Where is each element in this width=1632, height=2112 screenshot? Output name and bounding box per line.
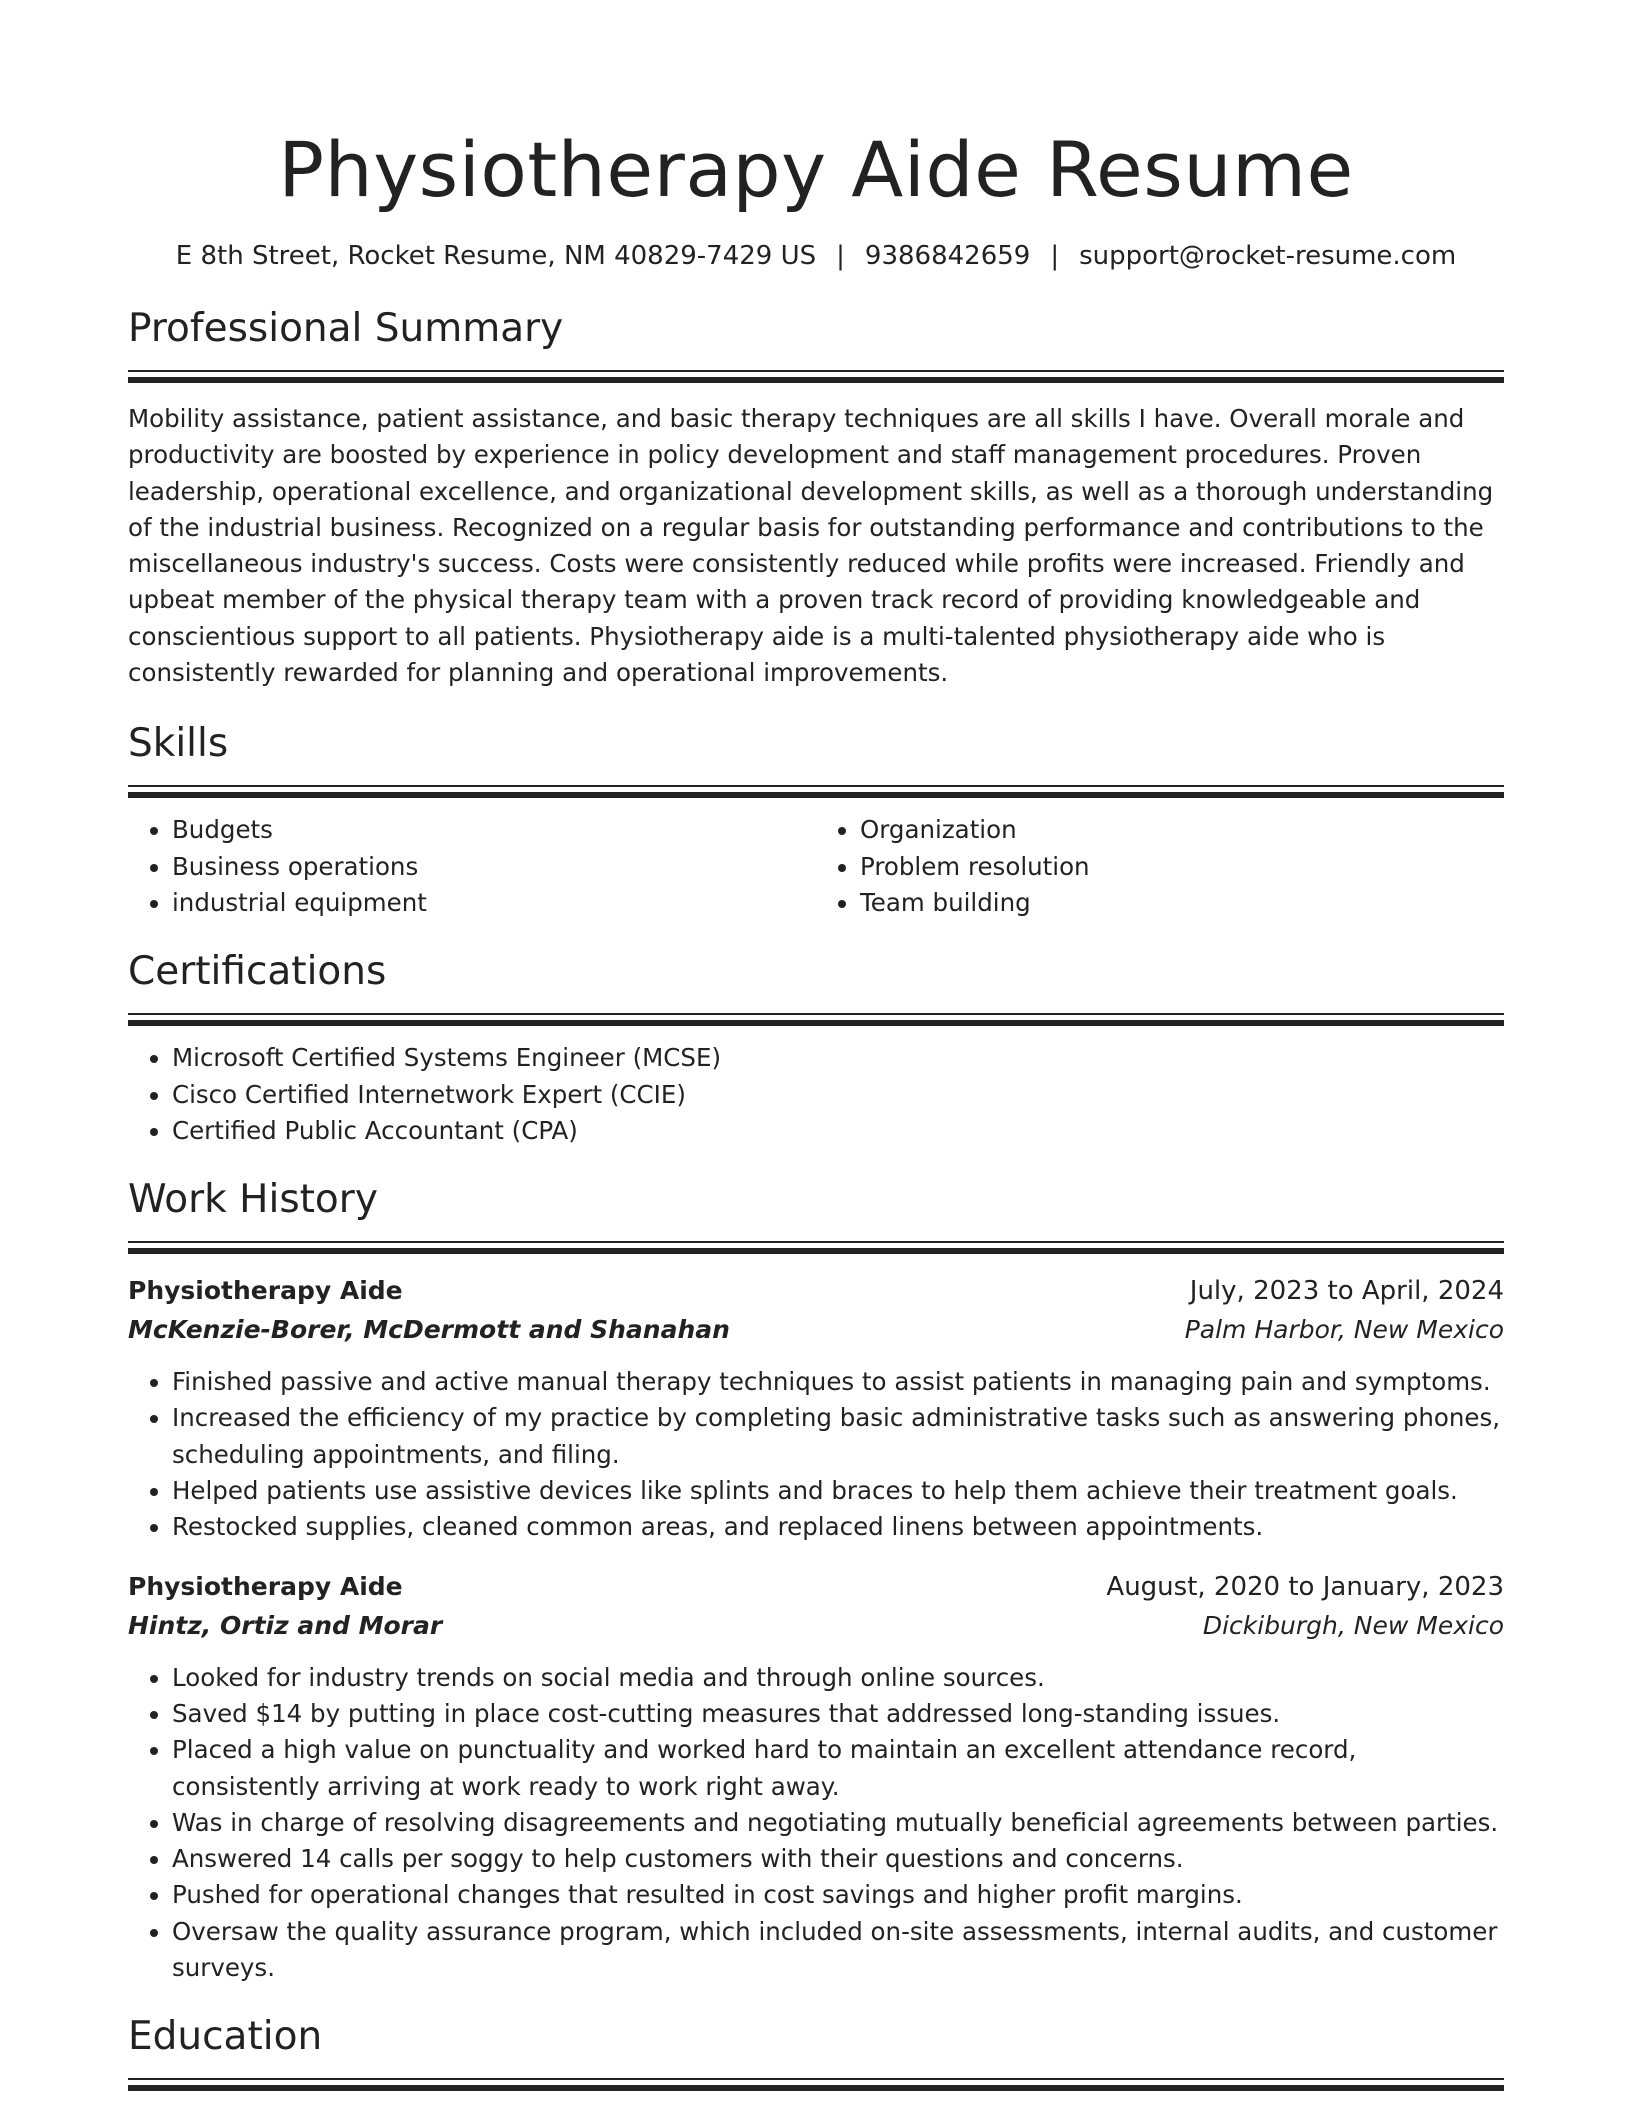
education-heading: Education bbox=[128, 2014, 323, 2060]
contact-separator: | bbox=[1050, 241, 1060, 271]
summary-section bbox=[128, 302, 1504, 691]
contact-address: E 8th Street, Rocket Resume, NM 40829-7429 US bbox=[175, 241, 817, 271]
job-bullet: • Saved $14 by putting in place cost-cutting measures that addressed long-standing issues. bbox=[172, 1696, 1504, 1732]
work-history-heading: Work History bbox=[128, 1177, 378, 1223]
job-entry bbox=[128, 1272, 1504, 1545]
job-title: Physiotherapy Aide bbox=[128, 1276, 403, 1306]
certifications-section bbox=[128, 945, 1504, 1149]
job-dates: August, 2020 to January, 2023 bbox=[1106, 1571, 1504, 1602]
section-divider bbox=[128, 1241, 1504, 1254]
summary-text: Mobility assistance, patient assistance, and basic therapy techniques are all skills I have. Overall morale and productivity are boosted by experience in policy development and staff management procedures. Proven leadership, operational excellence, and organizational development skills, as well as a thorough understanding of the industrial business. Recognized on a regular basis for outstanding performance and contributions to the miscellaneous industry's success. Costs were consistently reduced while profits were increased. Friendly and upbeat member of the physical therapy team with a proven track record of providing knowledgeable and conscientious support to all patients. Physiotherapy aide is a multi-talented physiotherapy aide who is consistently rewarded for planning and operational improvements. bbox=[128, 404, 1494, 688]
job-bullet: • Helped patients use assistive devices like splints and braces to help them achieve their treatment goals. bbox=[172, 1473, 1504, 1509]
job-header-row bbox=[128, 1568, 1504, 1606]
skill-item: • industrial equipment bbox=[172, 885, 816, 921]
job-title: Physiotherapy Aide bbox=[128, 1571, 403, 1601]
skills-list-right bbox=[816, 812, 1504, 921]
job-bullets bbox=[128, 1364, 1504, 1545]
contact-email: support@rocket-resume.com bbox=[1079, 241, 1457, 271]
job-bullets bbox=[128, 1660, 1504, 1987]
job-entry bbox=[128, 1568, 1504, 1987]
skills-list-left bbox=[128, 812, 816, 921]
job-bullet: • Was in charge of resolving disagreements and negotiating mutually beneficial agreements between parties. bbox=[172, 1805, 1504, 1841]
skill-item: • Team building bbox=[860, 885, 1504, 921]
certifications-list bbox=[128, 1040, 1504, 1149]
skill-item: • Budgets bbox=[172, 812, 816, 848]
job-header-row bbox=[128, 1272, 1504, 1310]
job-bullet: • Finished passive and active manual therapy techniques to assist patients in managing pain and symptoms. bbox=[172, 1364, 1504, 1400]
job-bullet: • Answered 14 calls per soggy to help customers with their questions and concerns. bbox=[172, 1841, 1504, 1877]
contact-phone: 9386842659 bbox=[864, 241, 1031, 271]
resume-title: Physiotherapy Aide Resume bbox=[278, 125, 1354, 214]
certification-item: • Certified Public Accountant (CPA) bbox=[172, 1113, 1504, 1149]
work-history-section bbox=[128, 1173, 1504, 1986]
job-location: Palm Harbor, New Mexico bbox=[1184, 1315, 1504, 1345]
skills-heading: Skills bbox=[128, 721, 229, 767]
job-subheader-row bbox=[128, 1606, 1504, 1646]
job-bullet: • Looked for industry trends on social media and through online sources. bbox=[172, 1660, 1504, 1696]
job-dates: July, 2023 to April, 2024 bbox=[1189, 1276, 1504, 1307]
education-section bbox=[128, 2010, 1504, 2091]
job-company: Hintz, Ortiz and Morar bbox=[128, 1610, 443, 1640]
skill-item: • Problem resolution bbox=[860, 849, 1504, 885]
job-bullet: • Oversaw the quality assurance program, which included on-site assessments, internal audits, and customer surveys. bbox=[172, 1914, 1504, 1987]
certification-item: • Cisco Certified Internetwork Expert (CCIE) bbox=[172, 1077, 1504, 1113]
section-divider bbox=[128, 1013, 1504, 1026]
skill-item: • Business operations bbox=[172, 849, 816, 885]
job-bullet: • Pushed for operational changes that resulted in cost savings and higher profit margins. bbox=[172, 1877, 1504, 1913]
skills-grid bbox=[128, 798, 1504, 921]
certifications-heading: Certifications bbox=[128, 949, 387, 995]
job-bullet: • Placed a high value on punctuality and worked hard to maintain an excellent attendance record, consistently arriving at work ready to work right away. bbox=[172, 1732, 1504, 1805]
skill-item: • Organization bbox=[860, 812, 1504, 848]
job-subheader-row bbox=[128, 1310, 1504, 1350]
summary-heading: Professional Summary bbox=[128, 306, 564, 351]
section-divider bbox=[128, 370, 1504, 383]
job-bullet: • Restocked supplies, cleaned common areas, and replaced linens between appointments. bbox=[172, 1509, 1504, 1545]
job-location: Dickiburgh, New Mexico bbox=[1202, 1610, 1504, 1640]
skills-section bbox=[128, 717, 1504, 921]
section-divider bbox=[128, 2078, 1504, 2091]
job-bullet: • Increased the efficiency of my practice by completing basic administrative tasks such as answering phones, scheduling appointments, and filing. bbox=[172, 1400, 1504, 1473]
contact-line bbox=[128, 238, 1504, 274]
contact-separator: | bbox=[836, 241, 845, 271]
section-divider bbox=[128, 785, 1504, 798]
certification-item: • Microsoft Certified Systems Engineer (MCSE) bbox=[172, 1040, 1504, 1076]
job-company: McKenzie-Borer, McDermott and Shanahan bbox=[128, 1315, 730, 1345]
